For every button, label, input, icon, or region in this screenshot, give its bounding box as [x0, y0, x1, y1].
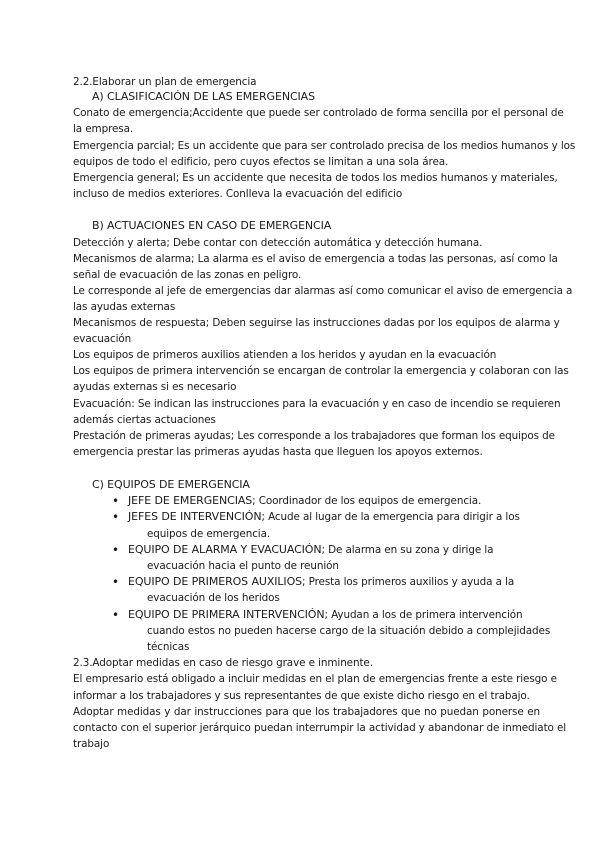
paragraph-line: incluso de medios exteriores. Conlleva la evacuación del edificio — [73, 188, 403, 200]
paragraph-line: ayudas externas si es necesario — [73, 381, 237, 393]
bullet-title: JEFE DE EMERGENCIAS — [128, 494, 253, 507]
paragraph-line: Evacuación: Se indican las instrucciones para la evacuación y en caso de incendio se requieren — [73, 398, 561, 410]
paragraph-line: la empresa. — [73, 123, 134, 135]
section-a-title: A) CLASIFICACIÓN DE LAS EMERGENCIAS — [92, 90, 315, 103]
bullet-item — [128, 510, 540, 524]
paragraph-line: Detección y alerta; Debe contar con detección automática y detección humana. — [73, 237, 483, 249]
bullet-continuation: equipos de emergencia. — [147, 528, 271, 540]
section-c-title: C) EQUIPOS DE EMERGENCIA — [92, 478, 250, 491]
paragraph-line: Le corresponde al jefe de emergencias dar alarmas así como comunicar el aviso de emergencia a — [73, 285, 573, 297]
bullet-continuation: evacuación de los heridos — [147, 592, 280, 604]
paragraph-line: Emergencia parcial; Es un accidente que para ser controlado precisa de los medios humanos y los — [73, 140, 576, 152]
paragraph-line: emergencia prestar las primeras ayudas hasta que lleguen los apoyos externos. — [73, 446, 483, 458]
section-b-title: B) ACTUACIONES EN CASO DE EMERGENCIA — [92, 219, 332, 232]
heading-2-2: 2.2.Elaborar un plan de emergencia — [73, 76, 257, 88]
paragraph-line: Los equipos de primeros auxilios atienden a los heridos y ayudan en la evacuación — [73, 349, 497, 361]
bullet-title: EQUIPO DE ALARMA Y EVACUACIÓN — [128, 543, 322, 556]
bullet-title: EQUIPO DE PRIMERA INTERVENCIÓN — [128, 608, 325, 621]
paragraph-line: las ayudas externas — [73, 301, 176, 313]
paragraph-line: Mecanismos de respuesta; Deben seguirse las instrucciones dadas por los equipos de alarma y — [73, 317, 560, 329]
bullet-item — [128, 608, 540, 622]
paragraph-line: Mecanismos de alarma; La alarma es el aviso de emergencia a todas las personas, así como la — [73, 253, 558, 265]
bullet-item — [128, 494, 540, 508]
bullet-item — [128, 543, 540, 557]
paragraph-line: trabajo — [73, 738, 110, 750]
paragraph-line: Emergencia general; Es un accidente que necesita de todos los medios humanos y materiales, — [73, 172, 558, 184]
bullet-text: ; De alarma en su zona y dirige la — [321, 544, 494, 556]
bullet-title: EQUIPO DE PRIMEROS AUXILIOS — [128, 575, 303, 588]
paragraph-line: Los equipos de primera intervención se encargan de controlar la emergencia y colaboran con las — [73, 365, 569, 377]
bullet-continuation: técnicas — [147, 641, 190, 653]
paragraph-line: señal de evacuación de las zonas en peligro. — [73, 269, 302, 281]
bullet-text: ; Coordinador de los equipos de emergencia. — [252, 495, 482, 507]
bullet-text: ; Acude al lugar de la emergencia para dirigir a los — [261, 511, 520, 523]
paragraph-line: El empresario está obligado a incluir medidas en el plan de emergencias frente a este riesgo e — [73, 673, 557, 685]
bullet-text: ; Ayudan a los de primera intervención — [324, 609, 523, 621]
paragraph-line: además ciertas actuaciones — [73, 414, 216, 426]
paragraph-line: Adoptar medidas y dar instrucciones para que los trabajadores que no puedan ponerse en — [73, 706, 540, 718]
heading-2-3: 2.3.Adoptar medidas en caso de riesgo grave e inminente. — [73, 657, 373, 669]
paragraph-line: Prestación de primeras ayudas; Les corresponde a los trabajadores que forman los equipos de — [73, 430, 555, 442]
paragraph-line: Conato de emergencia;Accidente que puede ser controlado de forma sencilla por el personal de — [73, 107, 564, 119]
paragraph-line: evacuación — [73, 333, 132, 345]
bullet-title: JEFES DE INTERVENCIÓN — [128, 510, 262, 523]
bullet-continuation: cuando estos no pueden hacerse cargo de la situación debido a complejidades — [147, 625, 551, 637]
paragraph-line: informar a los trabajadores y sus representantes de que existe dicho riesgo en el trabajo. — [73, 690, 530, 702]
paragraph-line: contacto con el superior jerárquico puedan interrumpir la actividad y abandonar de inmediato el — [73, 722, 567, 734]
bullet-item — [128, 575, 540, 589]
bullet-text: ; Presta los primeros auxilios y ayuda a la — [302, 576, 515, 588]
paragraph-line: equipos de todo el edificio, pero cuyos efectos se limitan a una sola área. — [73, 156, 449, 168]
bullet-continuation: evacuación hacia el punto de reunión — [147, 560, 339, 572]
